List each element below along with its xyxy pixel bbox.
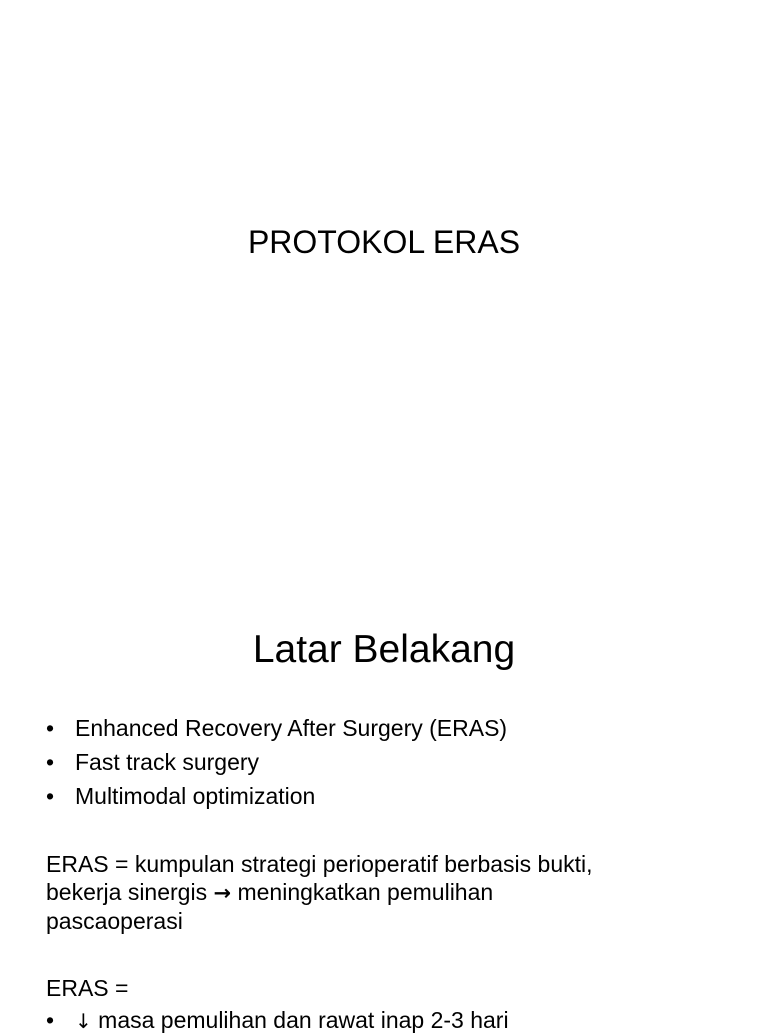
- paragraph-text: meningkatkan pemulihan: [231, 879, 494, 905]
- eras-benefit-item: [46, 1006, 726, 1035]
- slide-title: PROTOKOL ERAS: [247, 224, 521, 260]
- bullet-item: [46, 711, 507, 745]
- bullet-text: Fast track surgery: [75, 749, 260, 775]
- slide-2: [0, 576, 768, 1033]
- paragraph-line: ERAS = kumpulan strategi perioperatif berbasis bukti,: [46, 851, 593, 877]
- bullet-dot-icon: •: [46, 715, 55, 741]
- bullet-item: [46, 745, 507, 779]
- bullet-dot-icon: •: [46, 749, 55, 775]
- down-arrow-icon: ↓: [75, 1009, 92, 1033]
- eras-heading: ERAS =: [46, 975, 129, 1001]
- bullet-dot-icon: •: [46, 1007, 55, 1033]
- right-arrow-icon: →: [213, 881, 232, 905]
- eras-benefit-text: masa pemulihan dan rawat inap 2-3 hari: [91, 1007, 509, 1033]
- bullet-dot-icon: •: [46, 783, 55, 809]
- paragraph-line: [46, 878, 726, 907]
- eras-benefits: [46, 974, 726, 1035]
- slide-title: Latar Belakang: [252, 628, 516, 671]
- bullet-item: [46, 779, 507, 813]
- eras-definition-paragraph: [46, 850, 726, 935]
- bullet-text: Multimodal optimization: [75, 783, 316, 809]
- bullet-list: [46, 711, 507, 813]
- bullet-text: Enhanced Recovery After Surgery (ERAS): [75, 715, 508, 741]
- paragraph-line: pascaoperasi: [46, 908, 183, 934]
- paragraph-text: bekerja sinergis: [46, 879, 214, 905]
